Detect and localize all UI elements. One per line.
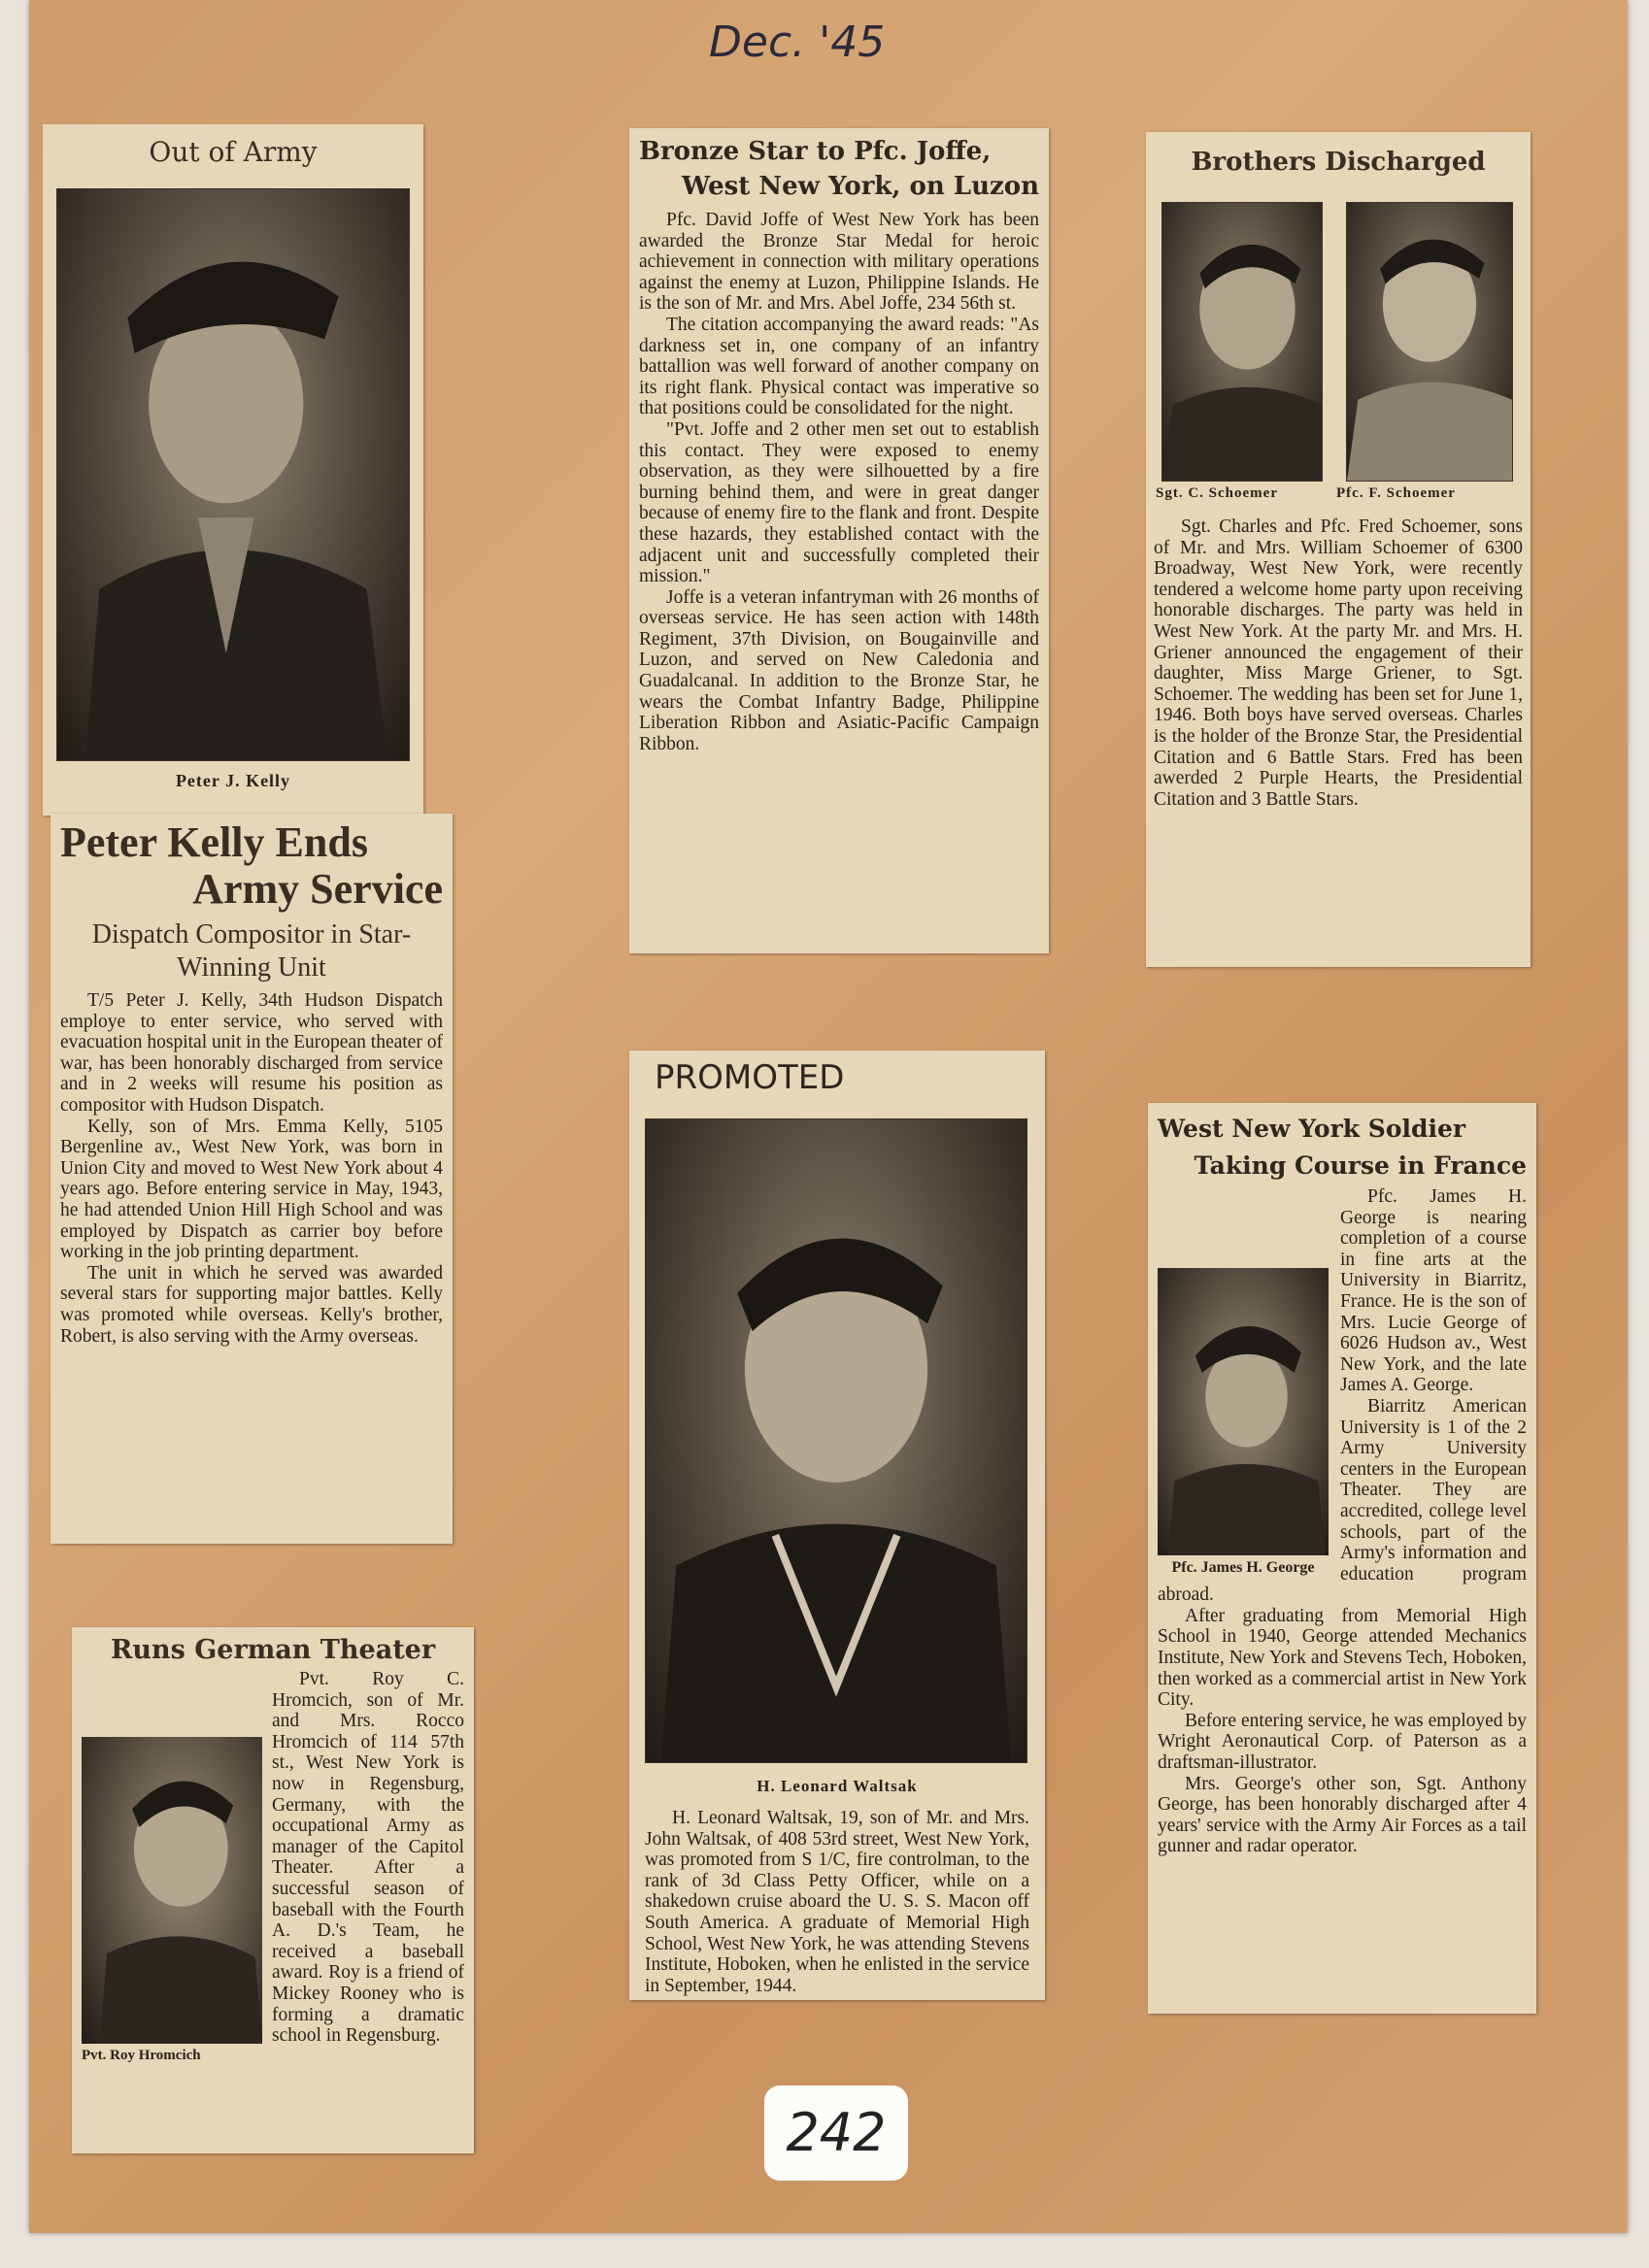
photo-caption: Peter J. Kelly [175,771,291,790]
headline-line-1: West New York Soldier [1158,1115,1466,1143]
portrait-photo-left [1161,202,1323,482]
paragraph: H. Leonard Waltsak, 19, son of Mr. and Mrs. John Waltsak, of 408 53rd street, West New York, was promoted from S 1/C, fire controlman, to the rank of 3d Class Petty Officer, while on a shakedown cruise aboard the U. S. S. Macon off South America. A graduate of Memorial High School, West New York, he was attending Stevens Institute, Hoboken, when he enlisted in the service in September, 1944. [645,1808,1029,1996]
handwritten-date: Dec. '45 [709,17,886,67]
photo-caption: H. Leonard Waltsak [757,1777,918,1795]
portrait-photo-right [1346,202,1513,482]
clipping-runs-german-theater [72,1627,474,2153]
headline [60,819,443,913]
paragraph: Pvt. Roy C. Hromcich, son of Mr. and Mrs. Rocco Hromcich of 114 57th st., West New York is now in Regensburg, Germany, with the occupational Army as manager of the Capitol Theater. After a successful season of baseball with the Fourth A. D.'s Team, he received a baseball award. Roy is a friend of Mickey Rooney who is forming a dramatic school in Regensburg. [272,1669,464,2047]
soldier-portrait-icon [1158,1268,1329,1555]
soldier-portrait-icon [1162,203,1322,481]
clipping-peter-kelly [50,814,453,1544]
george-photo-block [1158,1268,1329,1577]
headline-line-2: Army Service [192,865,443,913]
headline [639,134,1039,204]
scrapbook-page [29,0,1628,2233]
paragraph: The unit in which he served was awarded several stars for supporting major battles. Kelly was promoted while overseas. Kelly's brother, Robert, is also serving with the Army overseas. [60,1262,443,1347]
subhead: Dispatch Compositor in Star-Winning Unit [91,919,412,983]
paragraph: Pfc. David Joffe of West New York has been awarded the Bronze Star Medal for heroic achievement in connection with military operations against the enemy at Luzon, Philippine Islands. He is the son of Mr. and Mrs. Abel Joffe, 234 56th st. [639,210,1039,315]
headline-line-2: West New York, on Luzon [681,172,1039,201]
portrait-photo [56,188,410,761]
clipping-promoted [629,1051,1045,2000]
photo-caption: Pvt. Roy Hromcich [82,2048,201,2063]
headline [1158,1111,1527,1184]
paragraph: Sgt. Charles and Pfc. Fred Schoemer, sons of Mr. and Mrs. William Schoemer of 6300 Broadway, West New York, were recently tendered a welcome home party upon receiving honorable discharges. The party was held in West New York. At the party Mr. and Mrs. H. Griener announced the engagement of their daughter, Miss Marge Griener, to Sgt. Schoemer. The wedding has been set for June 1, 1946. Both boys have served overseas. Charles is the holder of the Bronze Star, the Presidential Citation and 6 Battle Stars. Fred has been awerded 2 Purple Hearts, the Presidential Citation and 3 Battle Stars. [1154,517,1523,810]
clipping-out-of-army [43,124,423,816]
clipping-title: Runs German Theater [110,1635,436,1665]
clipping-course-in-france [1148,1103,1536,2014]
paragraph: T/5 Peter J. Kelly, 34th Hudson Dispatch employe to enter service, who served with evacuation hospital unit in the European theater of war, has been honorably discharged from service and in 2 weeks will resume his position as compositor with Hudson Dispatch. [60,990,443,1116]
soldier-portrait-icon [82,1737,262,2044]
portrait-photo [645,1118,1027,1763]
paragraph: Joffe is a veteran infantryman with 26 months of overseas service. He has seen action with 148th Regiment, 37th Division, on Bougainville and Luzon, and served on New Caledonia and Guadalcanal. In addition to the Bronze Star, he wears the Combat Infantry Badge, Philippine Liberation Ribbon and Asiatic-Pacific Campaign Ribbon. [639,586,1039,754]
paragraph: Pfc. James H. George is nearing completion of a course in fine arts at the University in Biarritz, France. He is the son of Mrs. Lucie George of 6026 Hudson av., West New York, and the late James A. George. [1340,1186,1527,1396]
soldier-portrait-icon [1347,203,1512,481]
paragraph: Kelly, son of Mrs. Emma Kelly, 5105 Bergenline av., West New York, was born in Union City and moved to West New York about 4 years ago. Before entering service in May, 1943, he had attended Union Hill High School and was employed by Dispatch as carrier boy before working in the job printing department. [60,1116,443,1263]
sailor-portrait-icon [646,1119,1026,1762]
photo-caption-left: Sgt. C. Schoemer [1156,485,1278,501]
paragraph: Biarritz American University is 1 of the 2 Army University centers in the European Theater. They are accredited, college level schools, part of the Army's information and education program abroad. [1158,1395,1527,1606]
paragraph: "Pvt. Joffe and 2 other men set out to establish this contact. They were exposed to enemy observation, as they were silhouetted by a fire burning behind them, and were in great danger because of enemy fire to the flank and front. Despite these hazards, they established contact with the adjacent unit and successfully completed their mission." [639,418,1039,587]
headline-line-2: Taking Course in France [1194,1151,1527,1180]
soldier-portrait-icon [57,189,409,760]
paragraph: After graduating from Memorial High School in 1940, George attended Mechanics Institute, New York and Stevens Tech, Hoboken, then worked as a commercial artist in New York City. [1158,1605,1527,1711]
paragraph: Before entering service, he was employed by Wright Aeronautical Corp. of Paterson as a draftsman-illustrator. [1158,1710,1527,1774]
clipping-bronze-star [629,128,1049,953]
photo-caption: Pfc. James H. George [1171,1559,1315,1576]
headline-line-1: Bronze Star to Pfc. Joffe, [639,137,992,166]
article-body [645,1808,1029,1996]
photo-caption-right: Pfc. F. Schoemer [1336,485,1456,501]
clipping-brothers-discharged [1146,132,1531,967]
headline-line-1: Peter Kelly Ends [60,818,368,866]
page-number: 242 [764,2085,908,2181]
clipping-title: Brothers Discharged [1191,148,1486,177]
article-body [1154,517,1523,810]
paragraph: The citation accompanying the award reads: "As darkness set in, one company of an infantry battallion was well forward of another company on its right flank. Physical contact was imperative so that positions could be consolidated for the night. [639,314,1039,419]
portrait-photo [82,1737,262,2044]
clipping-title: PROMOTED [655,1058,845,1097]
paragraph: Mrs. George's other son, Sgt. Anthony George, has been honorably discharged after 4 years' service with the Army Air Forces as a tail gunner and radar operator. [1158,1773,1527,1857]
hromcich-photo-block [82,1737,262,2064]
portrait-photo [1158,1268,1329,1555]
clipping-title: Out of Army [149,136,318,168]
